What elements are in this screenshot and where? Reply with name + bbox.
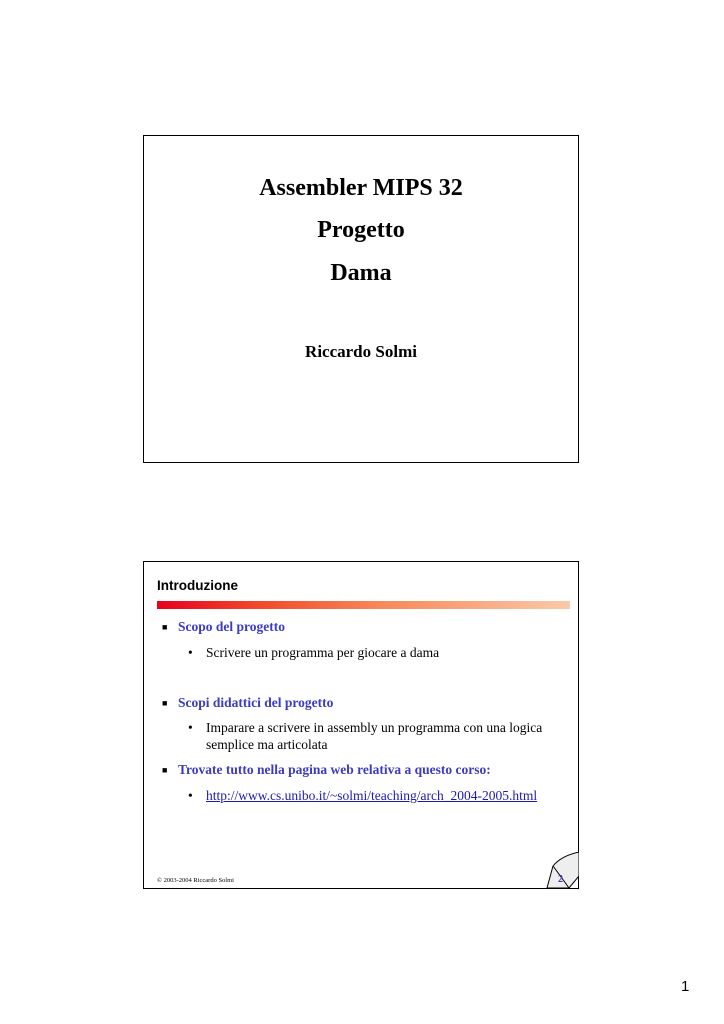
- sub-bullet-item: [188, 644, 568, 661]
- round-bullet-icon: •: [188, 788, 193, 803]
- sub-bullet-item: [188, 719, 568, 753]
- slide-title-line-1: Assembler MIPS 32: [259, 175, 463, 201]
- page-number: 1: [681, 978, 690, 995]
- heading-gradient-bar: [157, 601, 570, 609]
- copyright-text: © 2003-2004 Riccardo Solmi: [157, 877, 234, 884]
- round-bullet-icon: •: [188, 645, 193, 660]
- sub-bullet-text: Scrivere un programma per giocare a dama: [206, 645, 440, 660]
- slide-title-line-2: Progetto: [317, 217, 405, 243]
- sub-bullet-item: [188, 787, 568, 804]
- square-bullet-icon: ■: [162, 622, 168, 632]
- round-bullet-icon: •: [188, 720, 193, 735]
- bullet-label: Scopo del progetto: [178, 619, 285, 634]
- course-link[interactable]: http://www.cs.unibo.it/~solmi/teaching/arch_2004-2005.html: [206, 788, 538, 803]
- slide-1: [143, 135, 579, 463]
- bullet-item: [162, 619, 285, 635]
- sub-bullet-text: Imparare a scrivere in assembly un programma con una logica semplice ma articolata: [206, 720, 543, 752]
- square-bullet-icon: ■: [162, 698, 168, 708]
- square-bullet-icon: ■: [162, 765, 168, 775]
- slide-number: 2: [558, 874, 563, 885]
- slide-2: [143, 561, 579, 889]
- bullet-item: [162, 762, 491, 778]
- slide-title-line-3: Dama: [330, 260, 392, 286]
- bullet-label: Trovate tutto nella pagina web relativa a questo corso:: [178, 762, 491, 777]
- slide-author: Riccardo Solmi: [305, 342, 417, 361]
- bullet-item: [162, 695, 333, 711]
- bullet-label: Scopi didattici del progetto: [178, 695, 334, 710]
- slide-heading: Introduzione: [157, 578, 238, 593]
